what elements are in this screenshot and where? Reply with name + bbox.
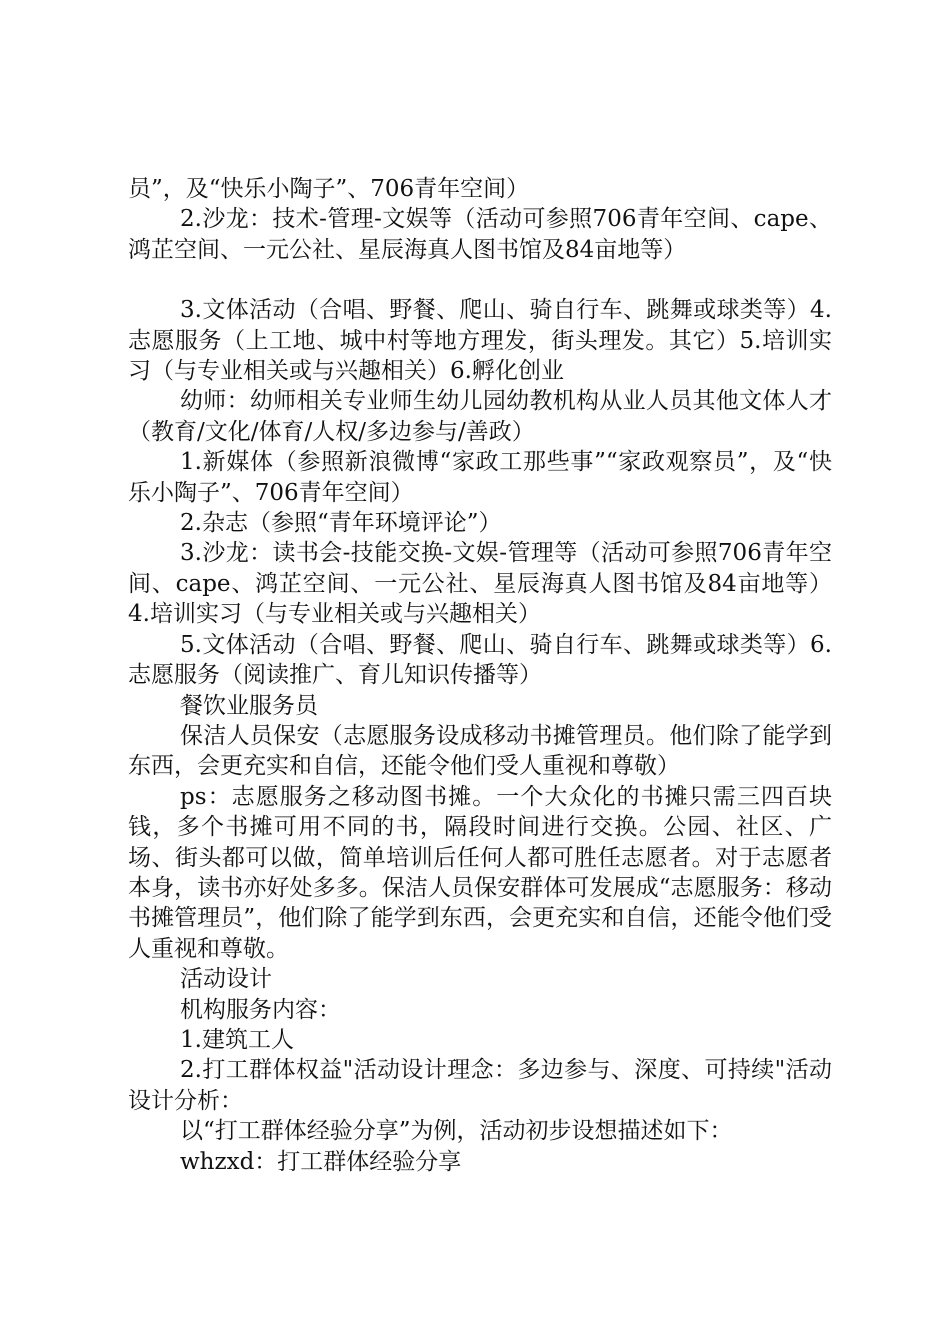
paragraph: 5.文体活动（合唱、野餐、爬山、骑自行车、跳舞或球类等）6.志愿服务（阅读推广、育儿知识传播等） (128, 631, 832, 689)
paragraph: 1.新媒体（参照新浪微博“家政工那些事”“家政观察员”，及“快乐小陶子”、706青年空间） (128, 449, 832, 506)
paragraph: 3.沙龙：读书会-技能交换-文娱-管理等（活动可参照706青年空间、cape、鸿芷空间、一元公社、星辰海真人图书馆及84亩地等）4.培训实习（与专业相关或与兴趣相关） (128, 540, 832, 628)
paragraph: 员”，及“快乐小陶子”、706青年空间） (128, 176, 530, 202)
paragraph: 3.文体活动（合唱、野餐、爬山、骑自行车、跳舞或球类等）4.志愿服务（上工地、城中村等地方理发，街头理发。其它）5.培训实习（与专业相关或与兴趣相关）6.孵化创业 (128, 297, 832, 385)
paragraph: 活动设计 (180, 966, 272, 993)
paragraph: 1.建筑工人 (180, 1026, 294, 1053)
paragraph: 以“打工群体经验分享”为例，活动初步设想描述如下： (180, 1118, 733, 1145)
paragraph: 保洁人员保安（志愿服务设成移动书摊管理员。他们除了能学到东西，会更充实和自信，还能令他们受人重视和尊敬） (128, 722, 832, 780)
paragraph: 幼师：幼师相关专业师生幼儿园幼教机构从业人员其他文体人才（教育/文化/体育/人权/多边参与/善政） (128, 388, 832, 445)
document-body (128, 174, 832, 1177)
paragraph: ps：志愿服务之移动图书摊。一个大众化的书摊只需三四百块钱，多个书摊可用不同的书，隔段时间进行交换。公园、社区、广场、街头都可以做，简单培训后任何人都可胜任志愿者。对于志愿者本身，读书亦好处多多。保洁人员保安群体可发展成“志愿服务：移动书摊管理员”，他们除了能学到东西，会更充实和自信，还能令他们受人重视和尊敬。 (128, 783, 832, 962)
paragraph: 2.沙龙：技术-管理-文娱等（活动可参照706青年空间、cape、鸿芷空间、一元公社、星辰海真人图书馆及84亩地等） (128, 206, 832, 263)
paragraph: 餐饮业服务员 (180, 692, 318, 719)
paragraph: whzxd：打工群体经验分享 (180, 1148, 462, 1175)
paragraph: 2.打工群体权益"活动设计理念：多边参与、深度、可持续"活动设计分析： (128, 1057, 832, 1114)
paragraph: 机构服务内容： (180, 996, 341, 1023)
paragraph: 2.杂志（参照“青年环境评论”） (180, 510, 502, 537)
